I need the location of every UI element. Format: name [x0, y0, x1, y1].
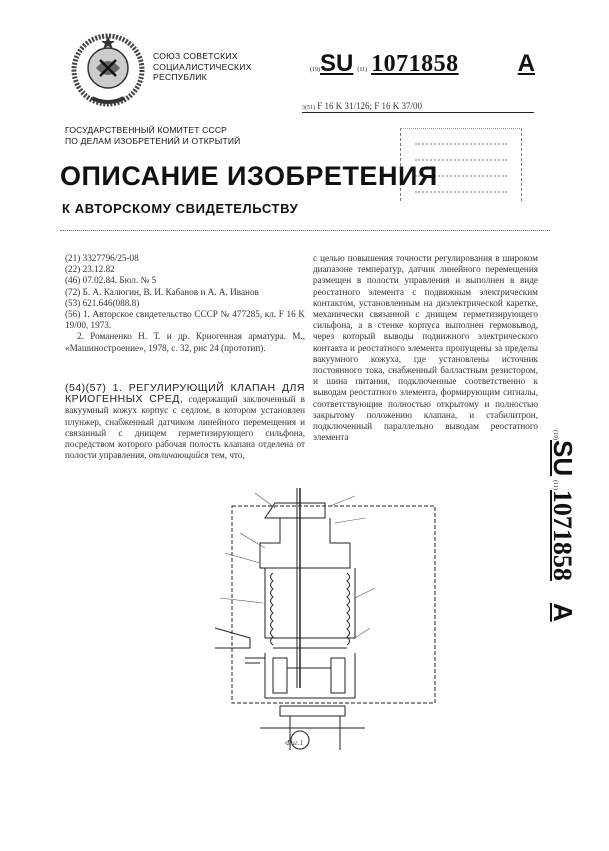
valve-schematic-drawing	[205, 478, 445, 753]
inid-code: (19)	[552, 430, 558, 440]
publication-number	[310, 50, 540, 76]
biblio-item: 2. Романенко Н. Т. и др. Криогенная арматура. М., «Машиностроение», 1978, с. 32, рис 24 (прототип).	[65, 331, 305, 353]
kind-code: A	[517, 50, 535, 77]
claim-text	[65, 383, 305, 461]
committee-name	[65, 125, 241, 146]
inid-code: (11)	[552, 480, 558, 490]
figure-caption: Фиг.1	[285, 738, 304, 747]
bibliographic-data	[65, 253, 305, 354]
vacuum-jacket	[232, 506, 435, 703]
committee-line: ПО ДЕЛАМ ИЗОБРЕТЕНИЙ И ОТКРЫТИЙ	[65, 135, 241, 146]
country-line: РЕСПУБЛИК	[153, 72, 207, 82]
claim-continuation: с целью повышения точности регулирования в широком диапазоне температур, датчик линейного перемещения размещен в полости управления и выполнен в виде реостатного элемента с подвижным электрическим контактом, установленным на диэлектрической каретке, механически связанной с днищем герметизирующего сильфона, а в стенке корпуса выполнен гермовывод, через который выводы подвижного электрического контакта и реостатного элемента пропущены за пределы вакуумного кожуха, где установлены источник постоянного тока, снабженный балластным резистором, и шина питания, подключенные соответственно к выводам реостатного элемента, формирующим сигналы, соответствующие полностью открытому и полностью закрытому положению клапана, и стабилитрон, подключенный параллельно выводам реостатного элемента	[313, 253, 538, 443]
country-code: SU	[548, 440, 578, 477]
biblio-item: (72) Б. А. Калюгин, В. И. Кабанов и А. А. Иванов	[65, 286, 259, 297]
biblio-item: (21) 3327796/25-08	[65, 253, 139, 263]
ipc-codes: F 16 K 31/126; F 16 K 37/00	[317, 101, 423, 111]
biblio-item: (46) 07.02.84. Бюл. № 5	[65, 275, 157, 286]
bellows	[271, 573, 350, 648]
committee-line: ГОСУДАРСТВЕННЫЙ КОМИТЕТ СССР	[65, 125, 228, 135]
biblio-item: (22) 23.12.82	[65, 264, 115, 275]
divider	[60, 230, 550, 231]
inid-code: 3(51)	[302, 105, 315, 111]
ipc-classification	[302, 101, 534, 113]
ussr-emblem-icon	[70, 32, 146, 108]
inid-code: (11)	[357, 67, 368, 73]
biblio-item: (56) 1. Авторское свидетельство СССР № 477285, кл. F 16 K 19/00, 1973.	[65, 309, 305, 331]
side-publication-number	[540, 430, 590, 670]
claim-emphasis: отличающийся	[148, 450, 209, 461]
patent-number: 1071858	[371, 51, 459, 77]
circuit	[260, 716, 365, 750]
document-subtitle: К АВТОРСКОМУ СВИДЕТЕЛЬСТВУ	[62, 201, 299, 216]
patent-number: 1071858	[548, 489, 577, 581]
kind-code: A	[548, 602, 578, 622]
inid-code: (19)	[310, 67, 320, 73]
claim-heading: (54)(57) 1. РЕГУЛИРУЮЩИЙ КЛАПАН ДЛЯ КРИОГЕННЫХ СРЕД,	[65, 382, 305, 406]
country-line: СОЦИАЛИСТИЧЕСКИХ	[153, 61, 252, 72]
terminal-block	[280, 706, 345, 716]
claim-body: содержащий заключенный в вакуумный кожух корпус с седлом, в котором установлен плунжер, снабженный датчиком линейного перемещения и связанный с днищем герметизирующего сильфона, посредством которого рабочая полость клапана отделена от полости управления,	[65, 394, 305, 461]
biblio-item: (53) 621.646(088.8)	[65, 297, 140, 308]
country-line: СОЮЗ СОВЕТСКИХ	[153, 51, 238, 61]
claim-tail: тем, что,	[210, 450, 245, 461]
document-title: ОПИСАНИЕ ИЗОБРЕТЕНИЯ	[60, 161, 438, 191]
country-code: SU	[320, 50, 354, 77]
country-name	[153, 51, 252, 83]
